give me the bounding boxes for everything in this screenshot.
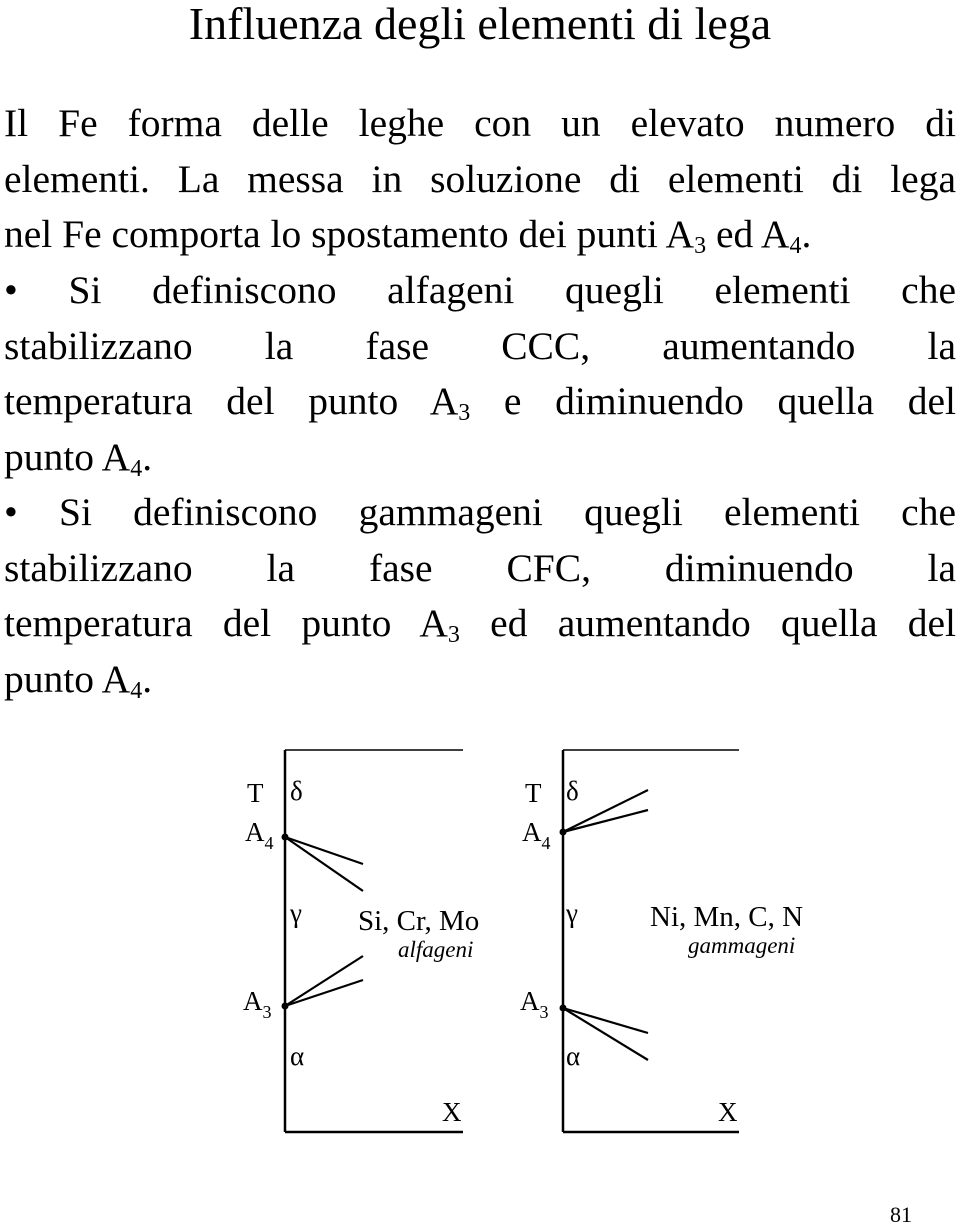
phase-diagrams-figure <box>0 740 960 1140</box>
a4-boundary-line <box>563 810 648 832</box>
a3-label <box>243 986 272 1022</box>
a3-boundary-line <box>563 1008 648 1033</box>
t-axis-label: T <box>247 778 264 808</box>
gamma-phase-label: γ <box>290 898 302 928</box>
t-axis-label: T <box>525 778 542 808</box>
delta-phase-label: δ <box>566 776 579 806</box>
alloy-type-label: alfageni <box>398 937 474 962</box>
text-fragment: nel Fe comporta lo spostamento dei punti A <box>4 212 695 256</box>
text-line: stabilizzano la fase CFC, diminuendo la <box>4 545 956 590</box>
delta-phase-label: δ <box>290 776 303 806</box>
text-fragment: ed A <box>706 212 790 256</box>
text-line <box>4 652 956 708</box>
text-fragment: punto A <box>4 656 131 701</box>
alloy-type-label: gammageni <box>688 933 796 958</box>
alpha-phase-label: α <box>290 1041 305 1071</box>
text-fragment: . <box>142 434 153 479</box>
text-fragment: punto A <box>4 434 131 479</box>
text-line: • Si definiscono alfageni quegli elementi che <box>4 268 956 312</box>
text-line: • Si definiscono gammageni quegli elementi che <box>4 490 956 534</box>
a3-letter: A <box>520 986 540 1016</box>
text-line <box>4 207 956 263</box>
alpha-phase-label: α <box>566 1041 581 1071</box>
text-line <box>4 596 956 652</box>
a4-letter: A <box>522 817 542 847</box>
subscript: 4 <box>130 677 143 704</box>
a3-boundary-line <box>285 980 363 1006</box>
subscript: 4 <box>789 233 802 259</box>
intro-paragraph <box>4 96 956 263</box>
alfageni-paragraph <box>4 263 956 485</box>
page-number: 81 <box>890 1202 912 1227</box>
a4-label <box>522 817 551 853</box>
text-fragment: . <box>801 212 812 256</box>
gammageni-paragraph <box>4 485 956 707</box>
a4-subscript: 4 <box>264 833 274 853</box>
text-line: stabilizzano la fase CCC, aumentando la <box>4 323 956 368</box>
gamma-phase-label: γ <box>566 898 578 928</box>
text-line: Il Fe forma delle leghe con un elevato numero di <box>4 101 956 145</box>
a4-label <box>245 817 274 853</box>
text-fragment: ed aumentando quella del <box>459 601 956 645</box>
subscript: 3 <box>694 233 707 259</box>
a3-letter: A <box>243 986 263 1016</box>
text-fragment: temperatura del punto A <box>4 601 448 645</box>
alloy-elements-label: Ni, Mn, C, N <box>650 901 804 933</box>
a3-label <box>520 986 549 1022</box>
text-line <box>4 430 956 486</box>
text-fragment: e diminuendo quella del <box>470 379 956 423</box>
a3-subscript: 3 <box>262 1002 272 1022</box>
text-line <box>4 374 956 430</box>
a3-boundary-line <box>285 956 363 1006</box>
x-axis-label: X <box>442 1097 462 1127</box>
subscript: 4 <box>130 455 143 482</box>
text-fragment: . <box>142 656 153 701</box>
a4-letter: A <box>245 817 265 847</box>
subscript: 3 <box>447 622 460 648</box>
alloy-elements-label: Si, Cr, Mo <box>358 905 480 937</box>
text-line: elementi. La messa in soluzione di elementi di lega <box>4 156 956 201</box>
a3-subscript: 3 <box>539 1002 549 1022</box>
a4-boundary-line <box>285 837 363 864</box>
subscript: 3 <box>458 400 471 426</box>
diagram-gammageni <box>520 750 803 1132</box>
diagram-alfageni <box>243 750 479 1132</box>
a4-boundary-line <box>285 837 363 891</box>
a4-subscript: 4 <box>541 833 551 853</box>
page-title: Influenza degli elementi di lega <box>188 0 772 49</box>
x-axis-label: X <box>718 1097 738 1127</box>
text-fragment: temperatura del punto A <box>4 379 459 423</box>
